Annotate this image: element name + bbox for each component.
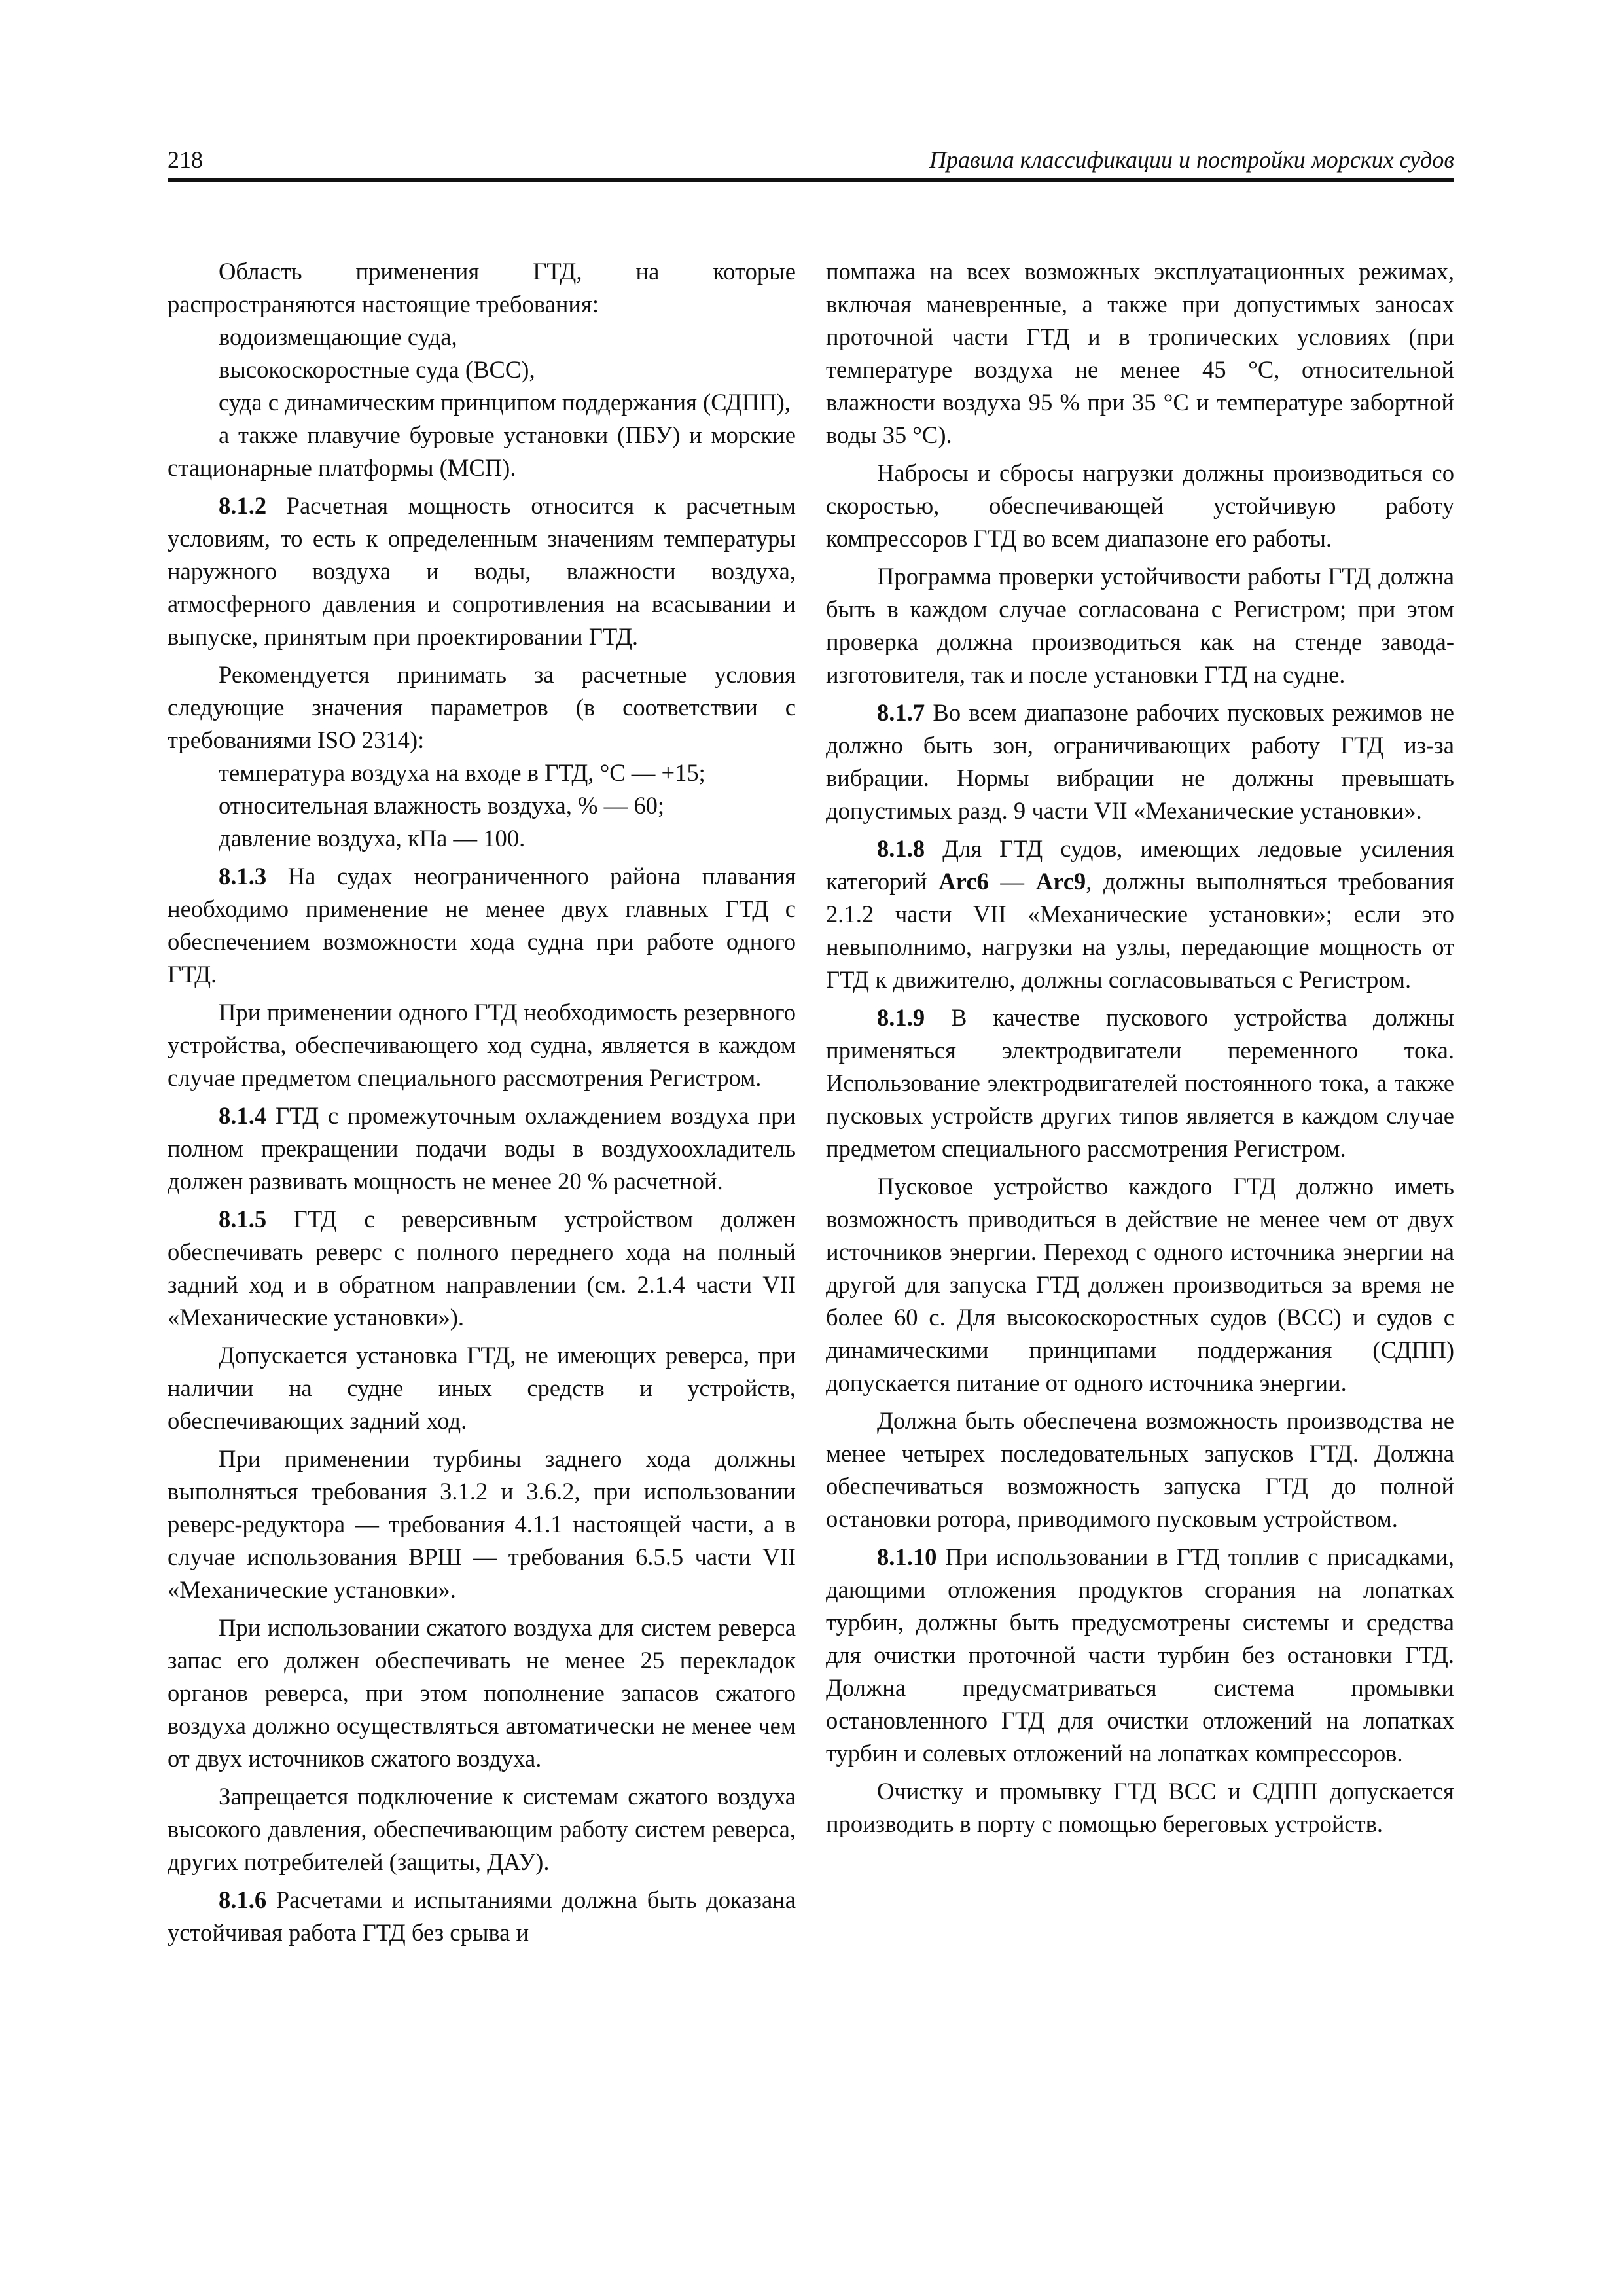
list-item: водоизмещающие суда,: [219, 323, 457, 350]
paragraph: Запрещается подключение к системам сжатого воздуха высокого давления, обеспечивающим работу систем реверса, других потребителей (защиты, ДАУ).: [168, 1783, 796, 1875]
paragraph-text: , должны выполняться требования 2.1.2 части VII «Механические установки»; если это невыполнимо, нагрузки на узлы, передающие мощность от ГТД к движителю, должны согласовываться с Регистром.: [826, 868, 1454, 993]
paragraph: Набросы и сбросы нагрузки должны производиться со скоростью, обеспечивающей устойчивую работу компрессоров ГТД во всем диапазоне его работы.: [826, 459, 1454, 552]
paragraph: При применении одного ГТД необходимость резервного устройства, обеспечивающего ход судна, является в каждом случае предметом специального рассмотрения Регистром.: [168, 999, 796, 1091]
paragraph-text: В качестве пускового устройства должны применяться электродвигатели переменного тока. Использование электродвигателей постоянного тока, а также пусковых устройств других типов является в каждом случае предметом специального рассмотрения Регистром.: [826, 1004, 1454, 1162]
section-8-1-6: [168, 1884, 796, 1949]
header-rule: [168, 178, 1454, 182]
section-8-1-8: [826, 833, 1454, 996]
list-item: суда с динамическим принципом поддержания (СДПП),: [219, 389, 791, 416]
parameter-item: относительная влажность воздуха, % — 60;: [219, 792, 665, 819]
paragraph-text: Во всем диапазоне рабочих пусковых режимов не должно быть зон, ограничивающих работу ГТД из-за вибрации. Нормы вибрации не должны превышать допустимых разд. 9 части VII «Механические установки».: [826, 699, 1454, 824]
ice-class-arc6: Arc6: [938, 868, 989, 895]
list-item: а также плавучие буровые установки (ПБУ) и морские стационарные платформы (МСП).: [168, 422, 796, 481]
section-number: 8.1.6: [219, 1886, 267, 1913]
left-column: [168, 255, 796, 1954]
paragraph: Должна быть обеспечена возможность производства не менее четырех последовательных запусков ГТД. Должна обеспечиваться возможность запуска ГТД до полной остановки ротора, приводимого пусковым устройством.: [826, 1407, 1454, 1532]
section-number: 8.1.4: [219, 1102, 267, 1129]
paragraph-text: На судах неограниченного района плавания необходимо применение не менее двух главных ГТД с обеспечением возможности хода судна при работе одного ГТД.: [168, 863, 796, 988]
parameter-item: температура воздуха на входе в ГТД, °С — +15;: [219, 759, 705, 786]
parameter-item: давление воздуха, кПа — 100.: [219, 825, 526, 852]
paragraph: Программа проверки устойчивости работы ГТД должна быть в каждом случае согласована с Регистром; при этом проверка должна производиться как на стенде завода-изготовителя, так и после установки ГТД на судне.: [826, 563, 1454, 688]
paragraph-continued: помпажа на всех возможных эксплуатационных режимах, включая маневренные, а также при допустимых заносах проточной части ГТД и в тропических условиях (при температуре воздуха не менее 45 °С, относительной влажности воздуха 95 % при 35 °С и температуре забортной воды 35 °С).: [826, 258, 1454, 448]
section-number: 8.1.7: [877, 699, 925, 726]
ice-class-arc9: Arc9: [1035, 868, 1086, 895]
section-8-1-10: [826, 1541, 1454, 1770]
section-number: 8.1.5: [219, 1206, 267, 1232]
right-column: [826, 255, 1454, 1846]
paragraph: Область применения ГТД, на которые распространяются настоящие требования:: [168, 258, 796, 317]
section-8-1-7: [826, 696, 1454, 827]
paragraph-text: Расчетная мощность относится к расчетным условиям, то есть к определенным значениям температуры наружного воздуха и воды, влажности воздуха, атмосферного давления и сопротивления на всасывании и выпуске, принятым при проектировании ГТД.: [168, 492, 796, 650]
section-8-1-2: [168, 490, 796, 653]
paragraph-text: Для ГТД судов, имеющих ледовые усиления категорий: [826, 835, 1454, 895]
paragraph-text: Расчетами и испытаниями должна быть доказана устойчивая работа ГТД без срыва и: [168, 1886, 796, 1946]
paragraph: При использовании сжатого воздуха для систем реверса запас его должен обеспечивать не менее 25 перекладок органов реверса, при этом пополнение запасов сжатого воздуха должно осуществляться автоматически не менее чем от двух источников сжатого воздуха.: [168, 1614, 796, 1772]
page-header: [168, 143, 1454, 179]
list-item: высокоскоростные суда (ВСС),: [219, 356, 535, 383]
section-8-1-3: [168, 860, 796, 991]
section-number: 8.1.3: [219, 863, 267, 889]
section-number: 8.1.9: [877, 1004, 925, 1031]
dash: —: [988, 868, 1036, 895]
section-8-1-5: [168, 1203, 796, 1334]
paragraph: Допускается установка ГТД, не имеющих реверса, при наличии на судне иных средств и устройств, обеспечивающих задний ход.: [168, 1342, 796, 1434]
section-8-1-9: [826, 1001, 1454, 1165]
section-number: 8.1.2: [219, 492, 267, 519]
paragraph: Рекомендуется принимать за расчетные условия следующие значения параметров (в соответствии с требованиями ISO 2314):: [168, 661, 796, 753]
section-number: 8.1.10: [877, 1543, 937, 1570]
paragraph-text: При использовании в ГТД топлив с присадками, дающими отложения продуктов сгорания на лопатках турбин, должны быть предусмотрены системы и средства для очистки проточной части турбин без остановки ГТД. Должна предусматриваться система промывки остановленного ГТД для очистки отложений на лопатках турбин и солевых отложений на лопатках компрессоров.: [826, 1543, 1454, 1767]
paragraph-text: ГТД с промежуточным охлаждением воздуха при полном прекращении подачи воды в воздухоохладитель должен развивать мощность не менее 20 % расчетной.: [168, 1102, 796, 1194]
running-title: Правила классификации и постройки морских судов: [929, 147, 1454, 173]
section-8-1-4: [168, 1100, 796, 1198]
page-number: 218: [168, 147, 203, 173]
paragraph: Очистку и промывку ГТД ВСС и СДПП допускается производить в порту с помощью береговых устройств.: [826, 1778, 1454, 1837]
paragraph: Пусковое устройство каждого ГТД должно иметь возможность приводиться в действие не менее чем от двух источников энергии. Переход с одного источника энергии на другой для запуска ГТД должен производиться за время не более 60 с. Для высокоскоростных судов (ВСС) и судов с динамическими принципами поддержания (СДПП) допускается питание от одного источника энергии.: [826, 1173, 1454, 1396]
section-number: 8.1.8: [877, 835, 925, 862]
paragraph: При применении турбины заднего хода должны выполняться требования 3.1.2 и 3.6.2, при использовании реверс-редуктора — требования 4.1.1 настоящей части, а в случае использования ВРШ — требования 6.5.5 части VII «Механические установки».: [168, 1445, 796, 1603]
paragraph-text: ГТД с реверсивным устройством должен обеспечивать реверс с полного переднего хода на полный задний ход и в обратном направлении (см. 2.1.4 части VII «Механические установки»).: [168, 1206, 796, 1331]
